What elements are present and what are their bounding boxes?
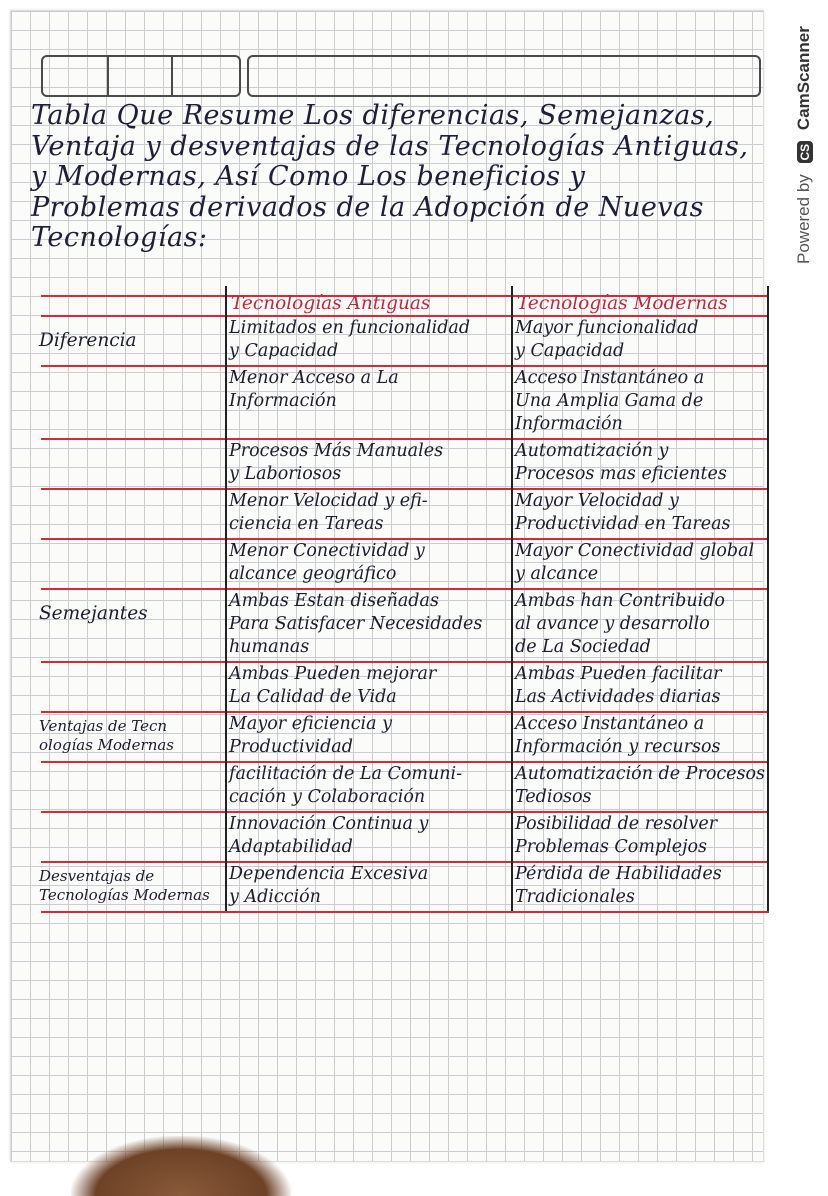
cell-new-tech-line: y Capacidad bbox=[515, 341, 625, 361]
title-line: Problemas derivados de la Adopción de Nuevas bbox=[31, 191, 705, 223]
cell-new-tech-line: Las Actividades diarias bbox=[515, 687, 721, 707]
row-label bbox=[39, 329, 137, 352]
cell-old-tech-line: Menor Velocidad y efi- bbox=[229, 491, 428, 511]
cell-old-tech-line: La Calidad de Vida bbox=[229, 687, 397, 707]
cell-old-tech-line: y Laboriosos bbox=[229, 464, 342, 484]
title-line: Tecnologías: bbox=[31, 222, 208, 253]
cell-old-tech-line: Información bbox=[229, 391, 337, 411]
cell-old-tech-line: Menor Acceso a La bbox=[229, 368, 399, 388]
cell-old-tech-line: y Adicción bbox=[229, 887, 321, 907]
cell-new-tech-line: Procesos mas eficientes bbox=[515, 464, 727, 484]
page-title bbox=[31, 101, 761, 254]
cell-old-tech bbox=[229, 367, 399, 413]
cell-old-tech-line: facilitación de La Comuni- bbox=[229, 764, 463, 784]
watermark-prefix: Powered by bbox=[794, 174, 813, 264]
row-label bbox=[39, 602, 148, 625]
cell-old-tech-line: Innovación Continua y bbox=[229, 814, 429, 834]
cell-new-tech bbox=[515, 590, 725, 659]
row-label-line: Desventajas de bbox=[39, 867, 155, 885]
cell-new-tech-line: Mayor Velocidad y bbox=[515, 491, 679, 511]
cell-new-tech-line: Tradicionales bbox=[515, 887, 635, 907]
cell-old-tech bbox=[229, 713, 392, 759]
cell-old-tech-line: Para Satisfacer Necesidades bbox=[229, 614, 483, 634]
cell-new-tech-line: Problemas Complejos bbox=[515, 837, 708, 857]
cell-old-tech-line: Limitados en funcionalidad bbox=[229, 318, 471, 338]
cell-old-tech-line: alcance geográfico bbox=[229, 564, 397, 584]
cell-old-tech-line: Ambas Estan diseñadas bbox=[229, 591, 439, 611]
table-row-divider bbox=[41, 911, 769, 913]
cell-new-tech bbox=[515, 440, 727, 486]
cell-new-tech bbox=[515, 490, 731, 536]
cell-new-tech-line: Ambas Pueden facilitar bbox=[515, 664, 722, 684]
cell-old-tech-line: Menor Conectividad y bbox=[229, 541, 425, 561]
row-label-line: Tecnologías Modernas bbox=[39, 886, 210, 904]
hand-shadow bbox=[71, 1136, 291, 1196]
header-box-divider bbox=[107, 57, 109, 95]
cell-old-tech bbox=[229, 490, 428, 536]
title-line: y Modernas, Así Como Los beneficios y bbox=[31, 161, 586, 192]
row-label-line: Ventajas de Tecn bbox=[39, 717, 168, 735]
cell-old-tech-line: humanas bbox=[229, 637, 310, 657]
cell-new-tech-line: Acceso Instantáneo a bbox=[515, 368, 705, 388]
cell-old-tech bbox=[229, 440, 443, 486]
cell-new-tech-line: Mayor Conectividad global bbox=[515, 541, 755, 561]
cell-new-tech-line: Acceso Instantáneo a bbox=[515, 714, 705, 734]
cell-new-tech-line: al avance y desarrollo bbox=[515, 614, 710, 634]
table-header-1: Tecnologías Antiguas bbox=[231, 293, 431, 314]
cell-old-tech bbox=[229, 763, 462, 809]
cell-new-tech-line: Tediosos bbox=[515, 787, 592, 807]
cell-old-tech-line: Ambas Pueden mejorar bbox=[229, 664, 437, 684]
title-line: Ventaja y desventajas de las Tecnologías Antiguas, bbox=[31, 130, 749, 162]
cell-old-tech bbox=[229, 663, 436, 709]
row-label-line: ologías Modernas bbox=[39, 736, 175, 754]
cell-old-tech bbox=[229, 863, 428, 909]
row-label-line: Semejantes bbox=[39, 603, 148, 624]
cell-old-tech bbox=[229, 813, 428, 859]
camscanner-watermark bbox=[784, 14, 824, 264]
cell-new-tech-line: Mayor funcionalidad bbox=[515, 318, 699, 338]
row-label-line: Diferencia bbox=[39, 330, 137, 351]
cell-old-tech bbox=[229, 317, 470, 363]
cell-new-tech bbox=[515, 367, 704, 436]
row-label bbox=[39, 717, 174, 755]
cell-new-tech-line: Automatización de Procesos bbox=[515, 764, 766, 784]
cell-old-tech-line: Dependencia Excesiva bbox=[229, 864, 429, 884]
cell-old-tech-line: y Capacidad bbox=[229, 341, 339, 361]
camscanner-logo-icon: CS bbox=[797, 141, 813, 164]
header-box-right bbox=[247, 55, 761, 97]
cell-new-tech bbox=[515, 763, 765, 809]
table-column-line bbox=[225, 286, 227, 911]
title-line: Tabla Que Resume Los diferencias, Semejanzas, bbox=[31, 100, 715, 131]
cell-new-tech-line: Productividad en Tareas bbox=[515, 514, 731, 534]
table-header-2: Tecnologías Modernas bbox=[517, 293, 728, 314]
cell-new-tech bbox=[515, 713, 720, 759]
cell-new-tech-line: Información y recursos bbox=[515, 737, 721, 757]
cell-old-tech bbox=[229, 540, 425, 586]
row-label bbox=[39, 867, 210, 905]
notebook-page bbox=[10, 10, 764, 1162]
cell-old-tech-line: ciencia en Tareas bbox=[229, 514, 384, 534]
cell-new-tech-line: Ambas han Contribuido bbox=[515, 591, 725, 611]
cell-new-tech-line: Pérdida de Habilidades bbox=[515, 864, 722, 884]
cell-new-tech-line: y alcance bbox=[515, 564, 599, 584]
cell-old-tech-line: Productividad bbox=[229, 737, 353, 757]
cell-new-tech-line: Una Amplia Gama de bbox=[515, 391, 704, 411]
table-column-line bbox=[511, 286, 513, 911]
cell-old-tech-line: Mayor eficiencia y bbox=[229, 714, 393, 734]
cell-new-tech bbox=[515, 813, 717, 859]
cell-new-tech-line: Información bbox=[515, 414, 623, 434]
header-box-divider bbox=[171, 57, 173, 95]
cell-new-tech-line: de La Sociedad bbox=[515, 637, 651, 657]
cell-new-tech bbox=[515, 540, 754, 586]
cell-old-tech-line: cación y Colaboración bbox=[229, 787, 426, 807]
cell-old-tech-line: Procesos Más Manuales bbox=[229, 441, 444, 461]
cell-new-tech-line: Automatización y bbox=[515, 441, 669, 461]
cell-new-tech bbox=[515, 317, 698, 363]
cell-old-tech-line: Adaptabilidad bbox=[229, 837, 353, 857]
cell-old-tech bbox=[229, 590, 482, 659]
table-column-line bbox=[767, 286, 769, 911]
cell-new-tech bbox=[515, 663, 722, 709]
cell-new-tech bbox=[515, 863, 722, 909]
watermark-brand: CamScanner bbox=[794, 26, 813, 131]
cell-new-tech-line: Posibilidad de resolver bbox=[515, 814, 718, 834]
header-box-left bbox=[41, 55, 241, 97]
